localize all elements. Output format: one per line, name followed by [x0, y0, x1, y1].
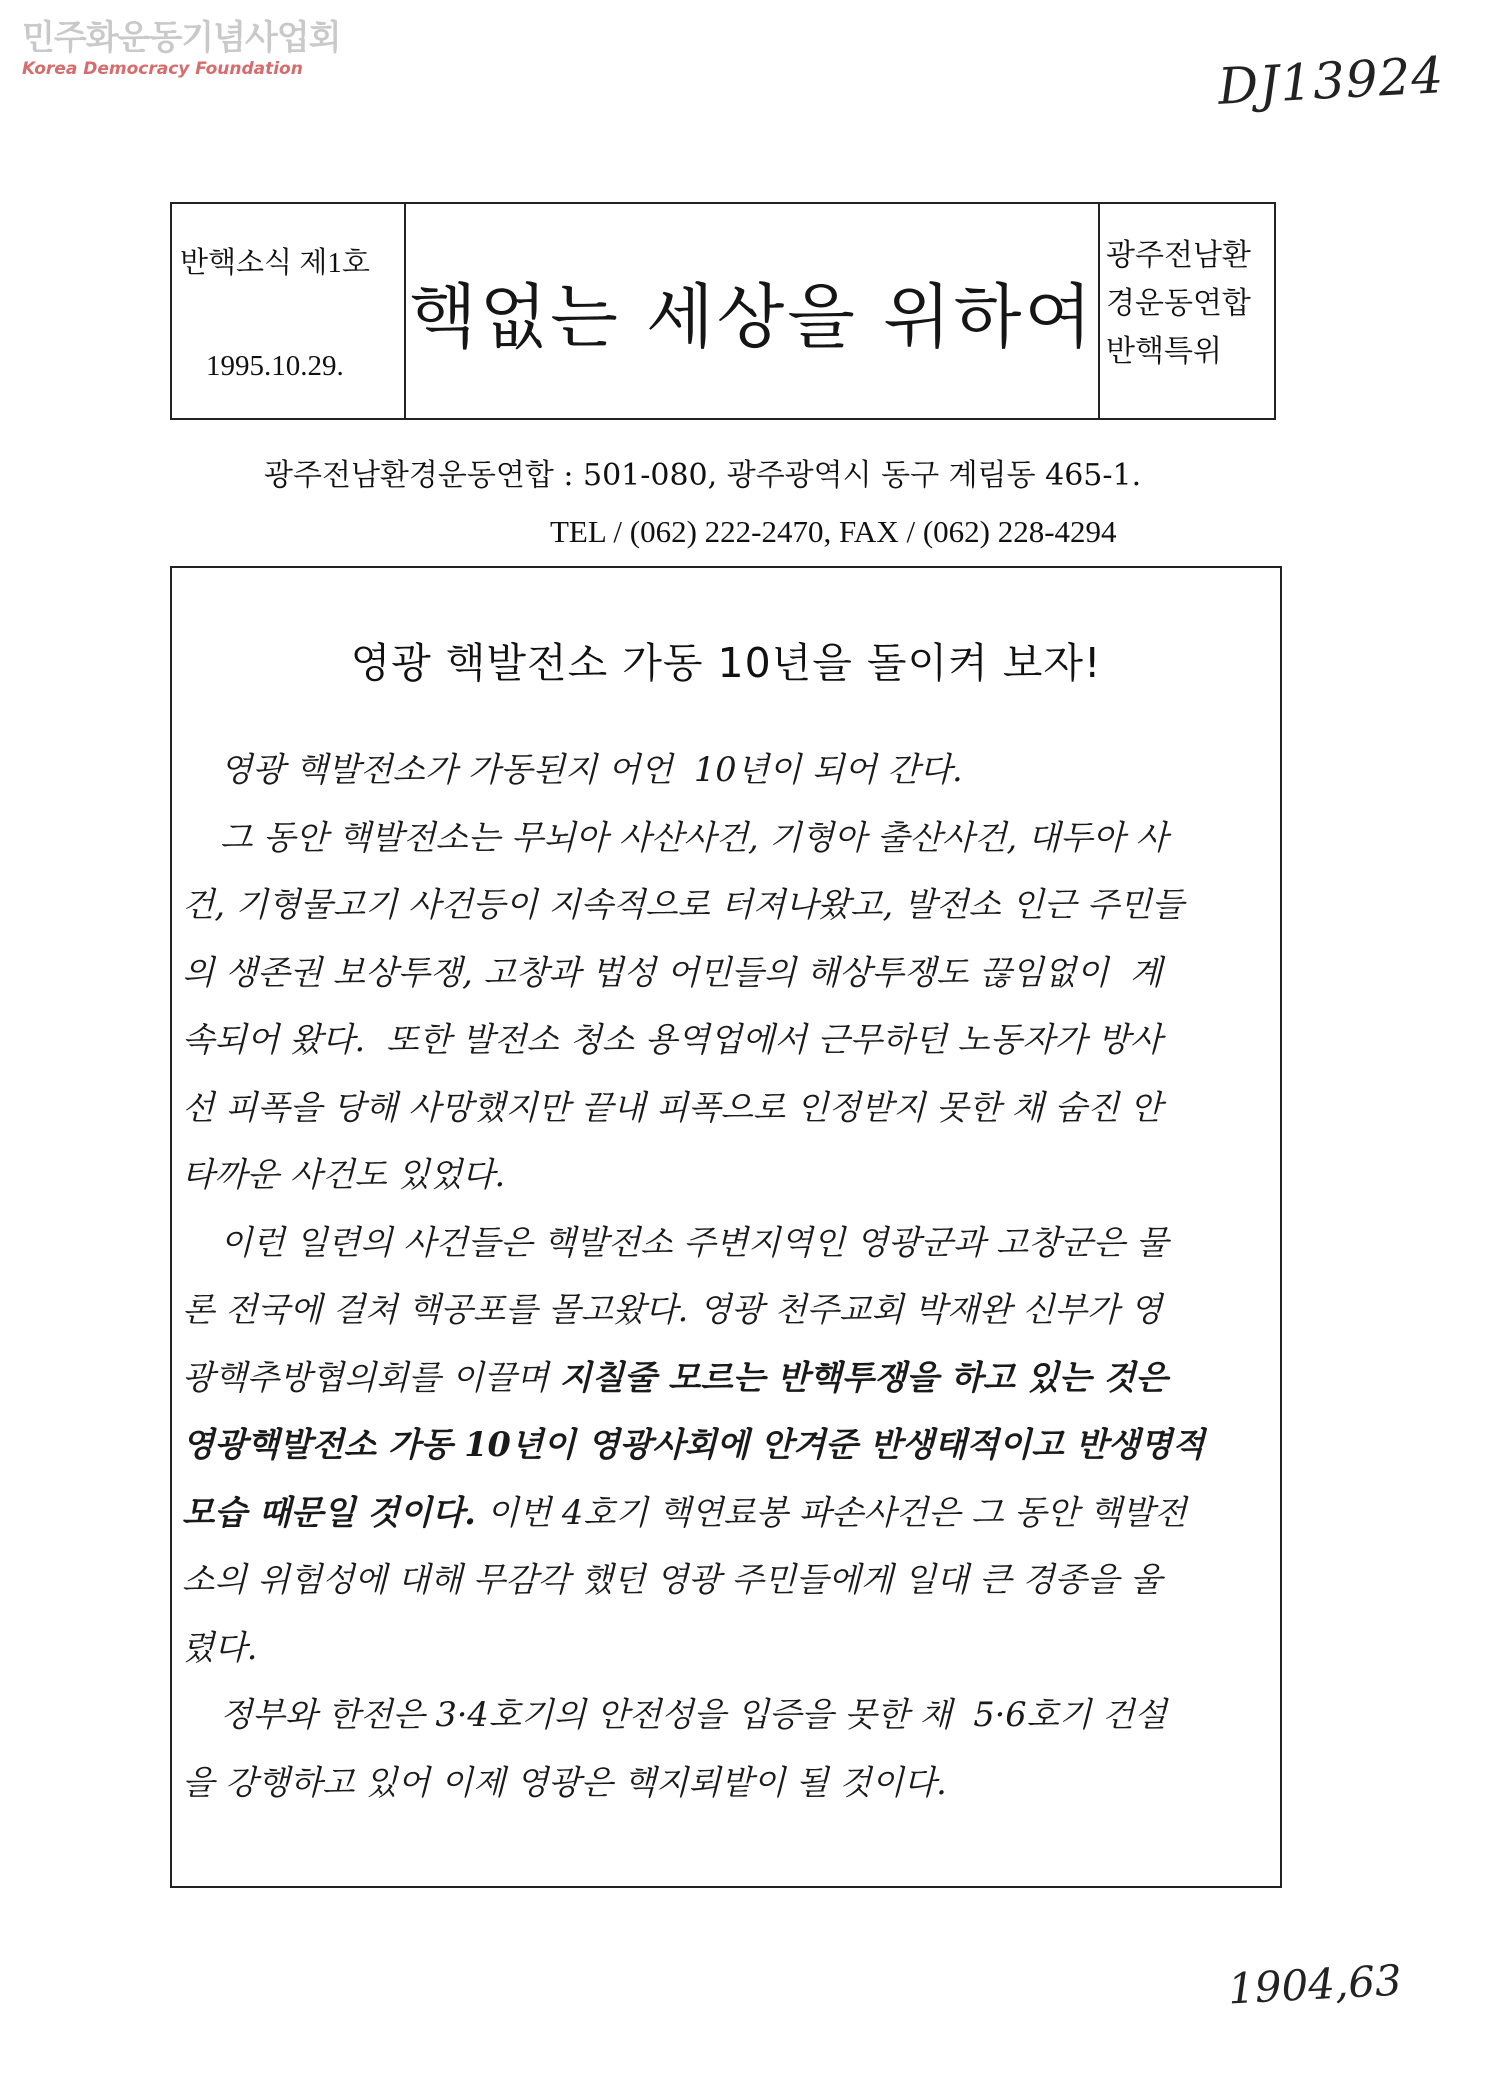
body-line: 속되어 왔다. 또한 발전소 청소 용역업에서 근무하던 노동자가 방사 [182, 1020, 1163, 1059]
body-line: 영광 핵발전소가 가동된지 어언 10년이 되어 간다. [220, 750, 963, 789]
publisher-line: 경운동연합 [1106, 286, 1251, 321]
body-line: 소의 위험성에 대해 무감각 했던 영광 주민들에게 일대 큰 경종을 울 [182, 1560, 1163, 1599]
body-line: 타까운 사건도 있었다. [182, 1155, 506, 1194]
watermark-org-korean: 민주화운동기념사업회 [22, 18, 341, 58]
body-line [182, 1344, 1276, 1412]
body-line: 정부와 한전은 3·4호기의 안전성을 입증을 못한 채 5·6호기 건설 [220, 1695, 1167, 1734]
body-line: 건, 기형물고기 사건등이 지속적으로 터져나왔고, 발전소 인근 주민들 [182, 885, 1184, 924]
masthead-box [170, 202, 1276, 420]
contact-address [264, 448, 1141, 560]
body-line: 그 동안 핵발전소는 무뇌아 사산사건, 기형아 출산사건, 대두아 사 [220, 817, 1168, 857]
body-line: 을 강행하고 있어 이제 영광은 핵지뢰밭이 될 것이다. [182, 1762, 947, 1802]
body-line: 렸다. [182, 1627, 258, 1667]
body-line: 이런 일련의 사건들은 핵발전소 주변지역인 영광군과 고창군은 물 [220, 1222, 1169, 1262]
newsletter-title: 핵없는 세상을 위하여 [406, 204, 1100, 418]
watermark-logo [22, 18, 340, 80]
publisher-line: 반핵특위 [1106, 334, 1222, 369]
article-body [182, 736, 1276, 1816]
handwritten-page-note: 1904,63 [1226, 1955, 1403, 2014]
emphasized-text: 모습 때문일 것이다. [182, 1492, 476, 1532]
body-line [182, 1479, 1276, 1547]
body-text-run: 광핵추방협의회를 이끌며 [182, 1357, 560, 1397]
publisher-cell [1100, 204, 1274, 418]
issue-number: 반핵소식 제1호 [180, 247, 370, 279]
watermark-org-english: Korea Democracy Foundation [22, 59, 303, 79]
address-line: 광주전남환경운동연합 : 501-080, 광주광역시 동구 계림동 465-1. [264, 458, 1142, 493]
handwritten-document-id: DJ13924 [1216, 46, 1446, 116]
issue-date: 1995.10.29. [206, 350, 344, 382]
body-line: 론 전국에 걸쳐 핵공포를 몰고왔다. 영광 천주교회 박재완 신부가 영 [182, 1290, 1163, 1329]
masthead-issue-cell [172, 204, 406, 418]
publisher-line: 광주전남환 [1106, 238, 1251, 273]
article-box [170, 566, 1282, 1888]
emphasized-line: 영광핵발전소 가동 10년이 영광사회에 안겨준 반생태적이고 반생명적 [182, 1425, 1205, 1464]
body-text-run: 이번 4호기 핵연료봉 파손사건은 그 동안 핵발전 [475, 1492, 1187, 1532]
article-headline: 영광 핵발전소 가동 10년을 돌이켜 보자! [350, 639, 1102, 687]
emphasized-text: 지칠줄 모르는 반핵투쟁을 하고 있는 것은 [559, 1357, 1168, 1397]
body-line: 선 피폭을 당해 사망했지만 끝내 피폭으로 인정받지 못한 채 숨진 안 [182, 1087, 1163, 1127]
body-line: 의 생존권 보상투쟁, 고창과 법성 어민들의 해상투쟁도 끊임없이 계 [182, 952, 1163, 992]
phone-fax-line: TEL / (062) 222-2470, FAX / (062) 228-4294 [550, 514, 1117, 549]
